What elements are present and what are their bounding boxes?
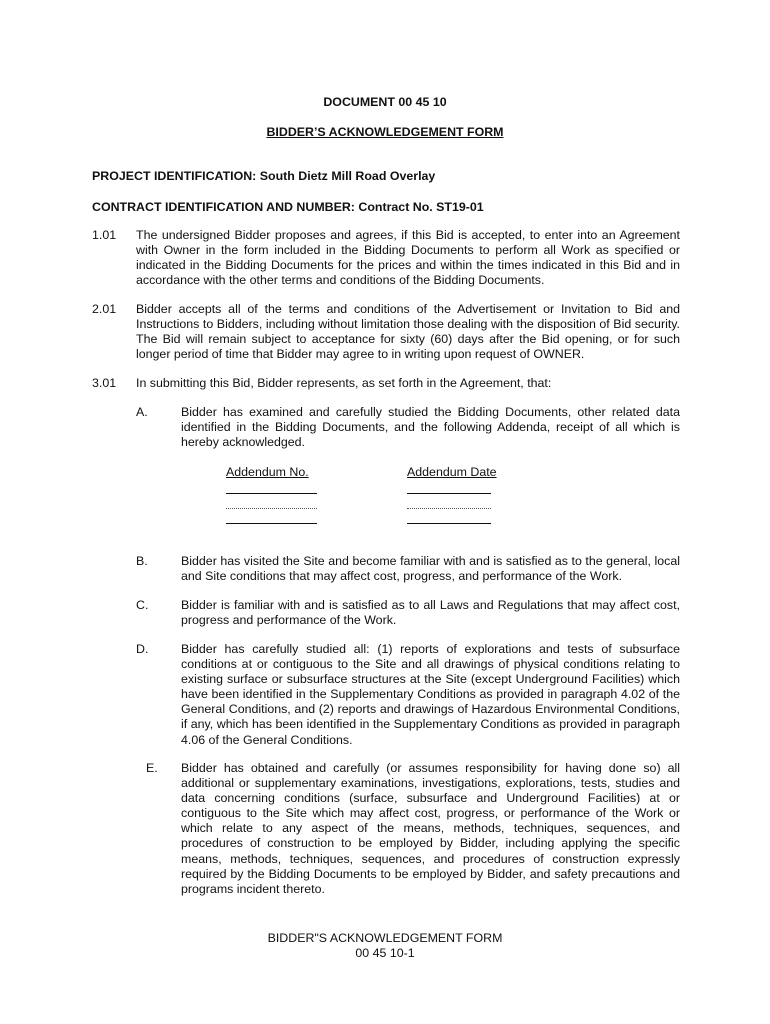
form-title: BIDDER’S ACKNOWLEDGEMENT FORM [266,125,504,139]
footer-title: BIDDER"S ACKNOWLEDGEMENT FORM [267,931,503,945]
addendum-number-header: Addendum No. [226,465,309,479]
section-text: Bidder accepts all of the terms and conditions of the Advertisement or Invitation to Bid and Instructions to Bidders, including without limitation those dealing with the disposition of Bid security. The Bid will remain subject to acceptance for sixty (60) days after the Bid opening, or for such longer period of time that Bidder may agree to in writing upon request of OWNER. [136,302,680,362]
item-letter: D. [136,642,149,656]
section-number: 2.01 [92,302,117,316]
addendum-date-blank[interactable] [407,508,491,509]
item-text: Bidder has examined and carefully studied the Bidding Documents, other related data identified in the Bidding Documents, and the following Addenda, receipt of all which is hereby acknowledged. [181,405,680,450]
addendum-date-header: Addendum Date [407,465,497,479]
section-number: 3.01 [92,376,117,390]
item-letter: E. [146,761,158,775]
document-number: DOCUMENT 00 45 10 [323,95,447,109]
project-identification: PROJECT IDENTIFICATION: South Dietz Mill Road Overlay [92,169,436,183]
contract-identification: CONTRACT IDENTIFICATION AND NUMBER: Contract No. ST19-01 [92,200,484,214]
item-text: Bidder is familiar with and is satisfied as to all Laws and Regulations that may affect cost, progress and performance of the Work. [181,598,680,628]
item-letter: C. [136,598,149,612]
item-letter: B. [136,554,148,568]
addendum-number-blank[interactable] [226,508,317,509]
item-text: Bidder has visited the Site and become familiar with and is satisfied as to the general, local and Site conditions that may affect cost, progress, and performance of the Work. [181,554,680,584]
section-text: The undersigned Bidder proposes and agrees, if this Bid is accepted, to enter into an Agreement with Owner in the form included in the Bidding Documents to perform all Work as specified or indicated in the Bidding Documents for the prices and within the times indicated in this Bid and in accordance with the other terms and conditions of the Bidding Documents. [136,228,680,288]
page-number: 00 45 10-1 [355,946,415,960]
section-number: 1.01 [92,228,117,242]
addendum-number-blank[interactable] [226,523,317,524]
section-text: In submitting this Bid, Bidder represents, as set forth in the Agreement, that: [136,376,552,390]
item-text: Bidder has obtained and carefully (or assumes responsibility for having done so) all additional or supplementary examinations, investigations, explorations, tests, studies and data concerning conditions (surface, subsurface and Underground Facilities) at or contiguous to the Site which may affect cost, progress, or performance of the Work or which relate to any aspect of the means, methods, techniques, sequences, and procedures of construction to be employed by Bidder, including applying the specific means, methods, techniques, sequences, and procedures of construction expressly required by the Bidding Documents to be employed by Bidder, and safety precautions and programs incident thereto. [181,761,680,896]
addendum-number-blank[interactable] [226,493,317,494]
item-letter: A. [136,405,148,419]
addendum-date-blank[interactable] [407,523,491,524]
addendum-date-blank[interactable] [407,493,491,494]
item-text: Bidder has carefully studied all: (1) reports of explorations and tests of subsurface conditions at or contiguous to the Site and all drawings of physical conditions relating to existing surface or subsurface structures at the Site (except Underground Facilities) which have been identified in the Supplementary Conditions as provided in paragraph 4.02 of the General Conditions, and (2) reports and drawings of Hazardous Environmental Conditions, if any, which has been identified in the Supplementary Conditions as provided in paragraph 4.06 of the General Conditions. [181,642,680,747]
